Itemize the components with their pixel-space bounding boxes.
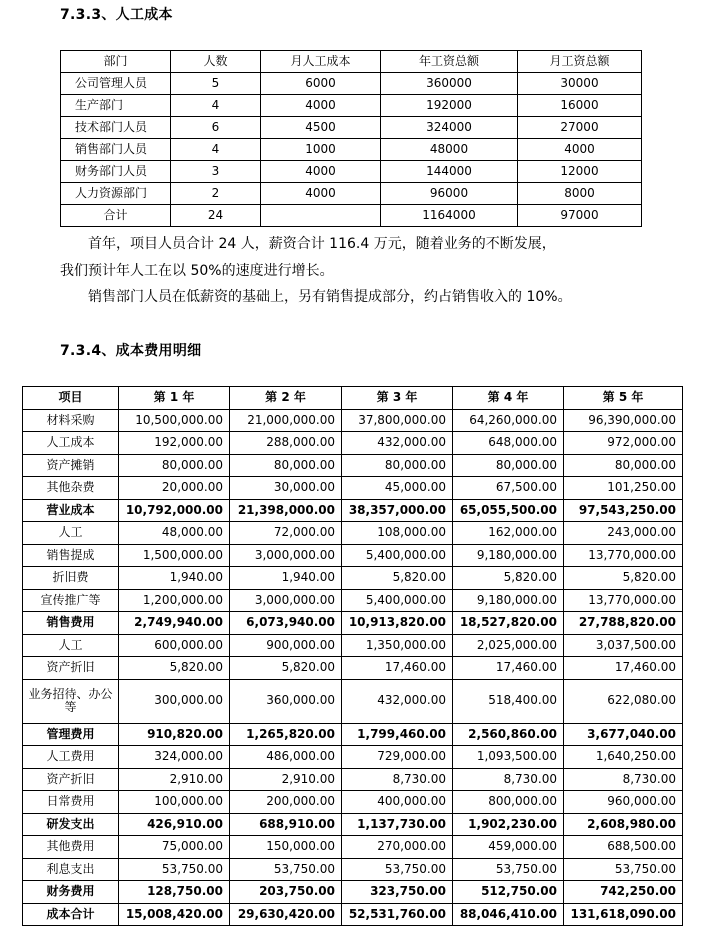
value-cell: 6 xyxy=(171,117,261,139)
value-cell: 20,000.00 xyxy=(119,477,230,500)
value-cell: 88,046,410.00 xyxy=(453,903,564,926)
row-label-cell: 日常费用 xyxy=(23,791,119,814)
row-label-cell: 成本合计 xyxy=(23,903,119,926)
row-label-cell: 财务部门人员 xyxy=(61,161,171,183)
value-cell: 4000 xyxy=(261,183,381,205)
value-cell: 72,000.00 xyxy=(230,522,342,545)
value-cell: 972,000.00 xyxy=(564,432,683,455)
value-cell: 688,500.00 xyxy=(564,836,683,859)
table-row xyxy=(23,409,683,432)
paragraph-line: 我们预计年人工在以 50%的速度进行增长。 xyxy=(60,263,334,279)
value-cell: 48000 xyxy=(381,139,518,161)
value-cell: 10,913,820.00 xyxy=(342,612,453,635)
value-cell: 37,800,000.00 xyxy=(342,409,453,432)
value-cell: 9,180,000.00 xyxy=(453,589,564,612)
table-row xyxy=(23,454,683,477)
value-cell: 288,000.00 xyxy=(230,432,342,455)
value-cell: 4000 xyxy=(261,161,381,183)
value-cell: 21,398,000.00 xyxy=(230,499,342,522)
value-cell: 4 xyxy=(171,95,261,117)
value-cell: 323,750.00 xyxy=(342,881,453,904)
value-cell: 5,820.00 xyxy=(230,657,342,680)
value-cell: 17,460.00 xyxy=(453,657,564,680)
value-cell: 97000 xyxy=(518,205,642,227)
row-label-cell: 财务费用 xyxy=(23,881,119,904)
table-subtotal-row xyxy=(23,903,683,926)
table-row xyxy=(23,746,683,769)
value-cell: 45,000.00 xyxy=(342,477,453,500)
value-cell: 月工资总额 xyxy=(518,51,642,73)
value-cell: 1,350,000.00 xyxy=(342,634,453,657)
value-cell: 16000 xyxy=(518,95,642,117)
value-cell: 12000 xyxy=(518,161,642,183)
row-label-cell: 人工 xyxy=(23,634,119,657)
row-label-cell: 部门 xyxy=(61,51,171,73)
row-label-cell: 研发支出 xyxy=(23,813,119,836)
value-cell: 27,788,820.00 xyxy=(564,612,683,635)
table-row xyxy=(23,858,683,881)
table-total-row xyxy=(61,205,642,227)
table-subtotal-row xyxy=(23,499,683,522)
value-cell: 13,770,000.00 xyxy=(564,544,683,567)
header-cell: 第 2 年 xyxy=(230,387,342,410)
value-cell: 192000 xyxy=(381,95,518,117)
value-cell: 3,000,000.00 xyxy=(230,544,342,567)
table-row xyxy=(61,139,642,161)
table-subtotal-row xyxy=(23,881,683,904)
table-subtotal-row xyxy=(23,813,683,836)
value-cell: 1,137,730.00 xyxy=(342,813,453,836)
value-cell: 80,000.00 xyxy=(564,454,683,477)
value-cell: 96,390,000.00 xyxy=(564,409,683,432)
header-cell: 第 3 年 xyxy=(342,387,453,410)
table-row xyxy=(23,657,683,680)
value-cell: 3 xyxy=(171,161,261,183)
value-cell: 53,750.00 xyxy=(119,858,230,881)
value-cell: 9,180,000.00 xyxy=(453,544,564,567)
header-cell: 第 1 年 xyxy=(119,387,230,410)
table-row xyxy=(61,161,642,183)
row-label-cell: 其他费用 xyxy=(23,836,119,859)
table-row xyxy=(23,522,683,545)
value-cell: 80,000.00 xyxy=(230,454,342,477)
value-cell: 52,531,760.00 xyxy=(342,903,453,926)
value-cell: 1000 xyxy=(261,139,381,161)
value-cell: 742,250.00 xyxy=(564,881,683,904)
value-cell: 5,820.00 xyxy=(119,657,230,680)
value-cell: 1,640,250.00 xyxy=(564,746,683,769)
value-cell: 64,260,000.00 xyxy=(453,409,564,432)
value-cell: 67,500.00 xyxy=(453,477,564,500)
row-label-cell: 其他杂费 xyxy=(23,477,119,500)
row-label-cell: 生产部门 xyxy=(61,95,171,117)
paragraph-line: 首年，项目人员合计 24 人，薪资合计 116.4 万元，随着业务的不断发展， xyxy=(88,236,556,252)
paragraph-line: 销售部门人员在低薪资的基础上，另有销售提成部分，约占销售收入的 10%。 xyxy=(88,289,572,305)
row-label-cell: 合计 xyxy=(61,205,171,227)
value-cell: 18,527,820.00 xyxy=(453,612,564,635)
value-cell: 432,000.00 xyxy=(342,432,453,455)
value-cell: 270,000.00 xyxy=(342,836,453,859)
row-label-cell: 销售部门人员 xyxy=(61,139,171,161)
value-cell: 162,000.00 xyxy=(453,522,564,545)
table-row xyxy=(23,589,683,612)
value-cell: 8,730.00 xyxy=(342,768,453,791)
value-cell: 324,000.00 xyxy=(119,746,230,769)
value-cell: 2,560,860.00 xyxy=(453,723,564,746)
table-subtotal-row xyxy=(23,612,683,635)
value-cell: 29,630,420.00 xyxy=(230,903,342,926)
row-label-cell: 人工成本 xyxy=(23,432,119,455)
row-label-cell: 销售费用 xyxy=(23,612,119,635)
value-cell: 5,820.00 xyxy=(564,567,683,590)
value-cell: 96000 xyxy=(381,183,518,205)
value-cell: 100,000.00 xyxy=(119,791,230,814)
value-cell: 1,200,000.00 xyxy=(119,589,230,612)
value-cell: 15,008,420.00 xyxy=(119,903,230,926)
value-cell: 900,000.00 xyxy=(230,634,342,657)
value-cell: 192,000.00 xyxy=(119,432,230,455)
table-row xyxy=(23,432,683,455)
value-cell: 6,073,940.00 xyxy=(230,612,342,635)
row-label-cell: 人力资源部门 xyxy=(61,183,171,205)
header-cell: 第 4 年 xyxy=(453,387,564,410)
labor-cost-table xyxy=(60,50,642,227)
value-cell: 6000 xyxy=(261,73,381,95)
table-row xyxy=(23,791,683,814)
value-cell: 128,750.00 xyxy=(119,881,230,904)
value-cell: 53,750.00 xyxy=(342,858,453,881)
value-cell: 688,910.00 xyxy=(230,813,342,836)
value-cell: 1,093,500.00 xyxy=(453,746,564,769)
table-row xyxy=(23,768,683,791)
table-row xyxy=(23,634,683,657)
row-label-cell: 材料采购 xyxy=(23,409,119,432)
header-cell: 第 5 年 xyxy=(564,387,683,410)
table-row xyxy=(61,117,642,139)
value-cell: 432,000.00 xyxy=(342,679,453,723)
value-cell: 2,910.00 xyxy=(119,768,230,791)
value-cell: 1,500,000.00 xyxy=(119,544,230,567)
value-cell: 3,000,000.00 xyxy=(230,589,342,612)
value-cell: 324000 xyxy=(381,117,518,139)
value-cell: 2 xyxy=(171,183,261,205)
value-cell: 300,000.00 xyxy=(119,679,230,723)
value-cell: 48,000.00 xyxy=(119,522,230,545)
value-cell: 1,940.00 xyxy=(119,567,230,590)
value-cell: 53,750.00 xyxy=(564,858,683,881)
value-cell: 38,357,000.00 xyxy=(342,499,453,522)
row-label-cell: 折旧费 xyxy=(23,567,119,590)
row-label-cell: 销售提成 xyxy=(23,544,119,567)
value-cell: 3,037,500.00 xyxy=(564,634,683,657)
table-header-row xyxy=(23,387,683,410)
value-cell: 1164000 xyxy=(381,205,518,227)
value-cell: 5,820.00 xyxy=(342,567,453,590)
value-cell: 17,460.00 xyxy=(564,657,683,680)
value-cell: 5,400,000.00 xyxy=(342,544,453,567)
value-cell: 2,025,000.00 xyxy=(453,634,564,657)
value-cell: 360,000.00 xyxy=(230,679,342,723)
value-cell: 80,000.00 xyxy=(342,454,453,477)
value-cell: 8,730.00 xyxy=(453,768,564,791)
value-cell: 131,618,090.00 xyxy=(564,903,683,926)
value-cell xyxy=(261,205,381,227)
value-cell: 3,677,040.00 xyxy=(564,723,683,746)
table-header-row xyxy=(61,51,642,73)
table-row xyxy=(23,544,683,567)
value-cell: 24 xyxy=(171,205,261,227)
value-cell: 1,902,230.00 xyxy=(453,813,564,836)
value-cell: 97,543,250.00 xyxy=(564,499,683,522)
value-cell: 5 xyxy=(171,73,261,95)
row-label-cell: 营业成本 xyxy=(23,499,119,522)
value-cell: 203,750.00 xyxy=(230,881,342,904)
value-cell: 2,749,940.00 xyxy=(119,612,230,635)
cost-detail-table xyxy=(22,386,683,926)
value-cell: 400,000.00 xyxy=(342,791,453,814)
value-cell: 1,940.00 xyxy=(230,567,342,590)
row-label-cell: 技术部门人员 xyxy=(61,117,171,139)
table-row xyxy=(23,567,683,590)
value-cell: 1,799,460.00 xyxy=(342,723,453,746)
value-cell: 600,000.00 xyxy=(119,634,230,657)
value-cell: 5,820.00 xyxy=(453,567,564,590)
value-cell: 53,750.00 xyxy=(230,858,342,881)
value-cell: 360000 xyxy=(381,73,518,95)
value-cell: 27000 xyxy=(518,117,642,139)
value-cell: 4000 xyxy=(261,95,381,117)
value-cell: 65,055,500.00 xyxy=(453,499,564,522)
value-cell: 5,400,000.00 xyxy=(342,589,453,612)
value-cell: 13,770,000.00 xyxy=(564,589,683,612)
row-label-cell: 人工 xyxy=(23,522,119,545)
value-cell: 75,000.00 xyxy=(119,836,230,859)
table-row xyxy=(61,95,642,117)
value-cell: 30,000.00 xyxy=(230,477,342,500)
value-cell: 4000 xyxy=(518,139,642,161)
table-row xyxy=(61,73,642,95)
value-cell: 17,460.00 xyxy=(342,657,453,680)
value-cell: 800,000.00 xyxy=(453,791,564,814)
row-label-cell: 管理费用 xyxy=(23,723,119,746)
row-label-cell: 资产折旧 xyxy=(23,768,119,791)
value-cell: 150,000.00 xyxy=(230,836,342,859)
value-cell: 459,000.00 xyxy=(453,836,564,859)
table-row xyxy=(23,836,683,859)
value-cell: 426,910.00 xyxy=(119,813,230,836)
value-cell: 518,400.00 xyxy=(453,679,564,723)
row-label-cell: 资产折旧 xyxy=(23,657,119,680)
row-label-cell: 业务招待、办公等 xyxy=(23,679,119,723)
value-cell: 4500 xyxy=(261,117,381,139)
value-cell: 21,000,000.00 xyxy=(230,409,342,432)
value-cell: 648,000.00 xyxy=(453,432,564,455)
value-cell: 144000 xyxy=(381,161,518,183)
value-cell: 年工资总额 xyxy=(381,51,518,73)
value-cell: 243,000.00 xyxy=(564,522,683,545)
section-heading-labor-cost: 7.3.3、人工成本 xyxy=(60,7,173,23)
row-label-cell: 资产摊销 xyxy=(23,454,119,477)
value-cell: 2,910.00 xyxy=(230,768,342,791)
value-cell: 960,000.00 xyxy=(564,791,683,814)
value-cell: 80,000.00 xyxy=(119,454,230,477)
value-cell: 101,250.00 xyxy=(564,477,683,500)
table-row xyxy=(23,679,683,723)
value-cell: 8,730.00 xyxy=(564,768,683,791)
value-cell: 622,080.00 xyxy=(564,679,683,723)
value-cell: 10,500,000.00 xyxy=(119,409,230,432)
row-label-cell: 利息支出 xyxy=(23,858,119,881)
section-heading-cost-detail: 7.3.4、成本费用明细 xyxy=(60,343,202,359)
value-cell: 10,792,000.00 xyxy=(119,499,230,522)
value-cell: 2,608,980.00 xyxy=(564,813,683,836)
value-cell: 4 xyxy=(171,139,261,161)
table-row xyxy=(61,183,642,205)
value-cell: 月人工成本 xyxy=(261,51,381,73)
value-cell: 53,750.00 xyxy=(453,858,564,881)
value-cell: 80,000.00 xyxy=(453,454,564,477)
row-label-cell: 宣传推广等 xyxy=(23,589,119,612)
value-cell: 108,000.00 xyxy=(342,522,453,545)
value-cell: 1,265,820.00 xyxy=(230,723,342,746)
value-cell: 8000 xyxy=(518,183,642,205)
value-cell: 200,000.00 xyxy=(230,791,342,814)
row-label-cell: 人工费用 xyxy=(23,746,119,769)
value-cell: 30000 xyxy=(518,73,642,95)
row-label-cell: 公司管理人员 xyxy=(61,73,171,95)
header-cell: 项目 xyxy=(23,387,119,410)
table-row xyxy=(23,477,683,500)
value-cell: 486,000.00 xyxy=(230,746,342,769)
value-cell: 人数 xyxy=(171,51,261,73)
value-cell: 729,000.00 xyxy=(342,746,453,769)
value-cell: 512,750.00 xyxy=(453,881,564,904)
value-cell: 910,820.00 xyxy=(119,723,230,746)
table-subtotal-row xyxy=(23,723,683,746)
